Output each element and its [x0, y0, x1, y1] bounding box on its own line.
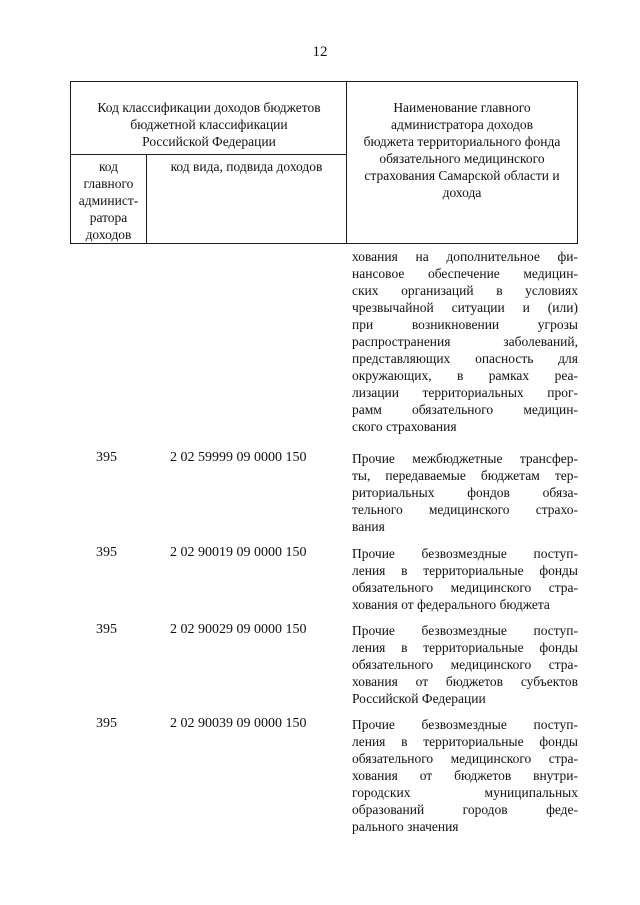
- word: Прочие: [352, 717, 395, 732]
- word: субъектов: [520, 674, 578, 689]
- header-name-line: администратора доходов: [391, 117, 533, 132]
- word: городских: [352, 785, 411, 800]
- text-line: [352, 367, 578, 384]
- word: (или): [547, 300, 578, 315]
- word: бюджетов: [445, 674, 504, 689]
- word: в: [401, 563, 408, 578]
- header-admin-line: админист-: [78, 193, 139, 208]
- word: страхования: [385, 419, 457, 434]
- header-divider-codes: [146, 154, 147, 244]
- word: для: [558, 351, 578, 366]
- header-right-border: [577, 81, 578, 244]
- word: поступ-: [533, 717, 578, 732]
- word: хования: [352, 768, 398, 783]
- word: обеспечение: [427, 266, 500, 281]
- word: медицинского: [450, 751, 532, 766]
- word: трансфер-: [519, 451, 578, 466]
- word: и: [522, 300, 530, 315]
- word: внутри-: [533, 768, 578, 783]
- word: дополнительное: [446, 249, 540, 264]
- header-divider-name: [346, 81, 347, 244]
- word: медицинского: [450, 580, 532, 595]
- word: тельного: [352, 502, 403, 517]
- word: безвозмездные: [421, 717, 507, 732]
- word: территориальные: [423, 640, 524, 655]
- word: ских: [352, 283, 379, 298]
- word: медицин-: [523, 402, 578, 417]
- text-line: [352, 639, 578, 656]
- word: межбюджетные: [412, 451, 503, 466]
- word: Прочие: [352, 451, 395, 466]
- admin-code: 395: [96, 545, 117, 560]
- word: обязательного: [352, 657, 434, 672]
- admin-code: 395: [96, 716, 117, 731]
- header-name-line: бюджета территориального фонда: [363, 134, 561, 149]
- word: риториальных: [352, 485, 435, 500]
- text-line: [352, 733, 578, 750]
- text-line: [352, 518, 578, 535]
- word: возникновении: [411, 317, 500, 332]
- text-line: [352, 333, 578, 350]
- word: городов: [462, 802, 508, 817]
- word: стра-: [548, 751, 578, 766]
- word: условиях: [525, 283, 578, 298]
- word: представляющих: [352, 351, 451, 366]
- word: поступ-: [533, 546, 578, 561]
- text-line: [352, 484, 578, 501]
- word: в: [401, 734, 408, 749]
- word: феде-: [546, 802, 578, 817]
- word: бюджета: [499, 597, 550, 612]
- word: ления: [352, 640, 386, 655]
- word: лизации: [352, 385, 399, 400]
- text-line: [352, 450, 578, 467]
- continuation-text: [352, 248, 578, 435]
- word: в: [496, 283, 503, 298]
- word: Прочие: [352, 546, 395, 561]
- text-line: [352, 690, 578, 707]
- text-line: [352, 545, 578, 562]
- word: заболеваний,: [503, 334, 578, 349]
- word: рального: [352, 819, 408, 834]
- word: в: [457, 368, 464, 383]
- word: нансовое: [352, 266, 405, 281]
- header-name-line: дохода: [442, 185, 482, 200]
- text-line: [352, 801, 578, 818]
- word: фондов: [467, 485, 510, 500]
- word: фи-: [557, 249, 578, 264]
- text-line: [352, 767, 578, 784]
- word: ления: [352, 563, 386, 578]
- header-top-border: [70, 81, 578, 82]
- header-subgroup-line: [70, 154, 347, 155]
- text-line: [352, 350, 578, 367]
- text-line: [352, 248, 578, 265]
- word: чрезвычайной: [352, 300, 434, 315]
- word: опасность: [475, 351, 534, 366]
- word: рамках: [488, 368, 530, 383]
- word: ления: [352, 734, 386, 749]
- text-line: [352, 750, 578, 767]
- type-code: 2 02 90039 09 0000 150: [170, 716, 307, 731]
- text-line: [352, 818, 578, 835]
- word: значения: [407, 819, 459, 834]
- word: тер-: [554, 468, 578, 483]
- word: обязательного: [352, 751, 434, 766]
- word: обязательного: [352, 580, 434, 595]
- text-line: [352, 467, 578, 484]
- admin-code: 395: [96, 622, 117, 637]
- type-code: 2 02 59999 09 0000 150: [170, 450, 307, 465]
- row-name: [352, 450, 578, 535]
- word: Прочие: [352, 623, 395, 638]
- text-line: [352, 579, 578, 596]
- word: от: [415, 674, 429, 689]
- word: страхо-: [535, 502, 578, 517]
- word: фонды: [539, 640, 578, 655]
- word: реа-: [554, 368, 578, 383]
- word: безвозмездные: [421, 623, 507, 638]
- word: окружающих,: [352, 368, 432, 383]
- word: медицин-: [523, 266, 578, 281]
- word: медицинского: [428, 502, 510, 517]
- header-name-column: [348, 99, 576, 201]
- word: безвозмездные: [421, 546, 507, 561]
- word: федерального: [417, 597, 500, 612]
- word: стра-: [548, 580, 578, 595]
- row-name: [352, 545, 578, 613]
- text-line: [352, 316, 578, 333]
- word: распространения: [352, 334, 451, 349]
- word: рамм: [352, 402, 382, 417]
- word: Российской: [352, 691, 422, 706]
- header-group-line: бюджетной классификации: [130, 117, 288, 132]
- word: от: [401, 597, 418, 612]
- word: Федерации: [421, 691, 486, 706]
- word: фонды: [539, 563, 578, 578]
- word: хования: [352, 674, 398, 689]
- header-admin-line: код: [98, 159, 119, 174]
- word: территориальные: [423, 563, 524, 578]
- word: в: [401, 640, 408, 655]
- row-name: [352, 716, 578, 835]
- header-name-line: Наименование главного: [393, 100, 531, 115]
- word: прог-: [547, 385, 578, 400]
- word: ситуации: [451, 300, 505, 315]
- table-header: [70, 81, 578, 244]
- text-line: [352, 418, 578, 435]
- header-admin-line: ратора: [89, 210, 128, 225]
- word: ты,: [352, 468, 371, 483]
- admin-code: 395: [96, 450, 117, 465]
- word: хования: [352, 249, 398, 264]
- type-code: 2 02 90029 09 0000 150: [170, 622, 307, 637]
- word: при: [352, 317, 374, 332]
- word: бюджетам: [480, 468, 540, 483]
- text-line: [352, 673, 578, 690]
- text-line: [352, 784, 578, 801]
- header-type-code: код вида, подвида доходов: [170, 159, 323, 174]
- header-name-line: страхования Самарской области и: [364, 168, 560, 183]
- word: обяза-: [542, 485, 578, 500]
- word: территориальных: [422, 385, 524, 400]
- word: обязательного: [412, 402, 494, 417]
- text-line: [352, 384, 578, 401]
- text-line: [352, 622, 578, 639]
- word: угрозы: [537, 317, 578, 332]
- word: фонды: [539, 734, 578, 749]
- word: территориальные: [423, 734, 524, 749]
- text-line: [352, 265, 578, 282]
- type-code: 2 02 90019 09 0000 150: [170, 545, 307, 560]
- row-name: [352, 622, 578, 707]
- word: поступ-: [533, 623, 578, 638]
- text-line: [352, 656, 578, 673]
- header-group-line: Код классификации доходов бюджетов: [97, 100, 321, 115]
- text-line: [352, 299, 578, 316]
- word: организаций: [401, 283, 474, 298]
- word: медицинского: [450, 657, 532, 672]
- word: муниципальных: [484, 785, 578, 800]
- word: ского: [352, 419, 386, 434]
- word: на: [415, 249, 429, 264]
- header-admin-line: доходов: [85, 227, 132, 242]
- header-name-line: обязательного медицинского: [379, 151, 545, 166]
- word: вания: [352, 519, 385, 534]
- page-number: 12: [312, 44, 328, 60]
- text-line: [352, 401, 578, 418]
- header-group-line: Российской Федерации: [142, 134, 276, 149]
- word: хования: [352, 597, 402, 612]
- word: образований: [352, 802, 425, 817]
- word: передаваемые: [385, 468, 466, 483]
- text-line: [352, 282, 578, 299]
- text-line: [352, 716, 578, 733]
- word: бюджетов: [454, 768, 512, 783]
- word: стра-: [548, 657, 578, 672]
- text-line: [352, 501, 578, 518]
- header-admin-line: главного: [83, 176, 134, 191]
- header-admin-code: [71, 158, 146, 243]
- text-line: [352, 562, 578, 579]
- text-line: [352, 596, 578, 613]
- word: от: [419, 768, 433, 783]
- header-classification-group: [74, 99, 344, 150]
